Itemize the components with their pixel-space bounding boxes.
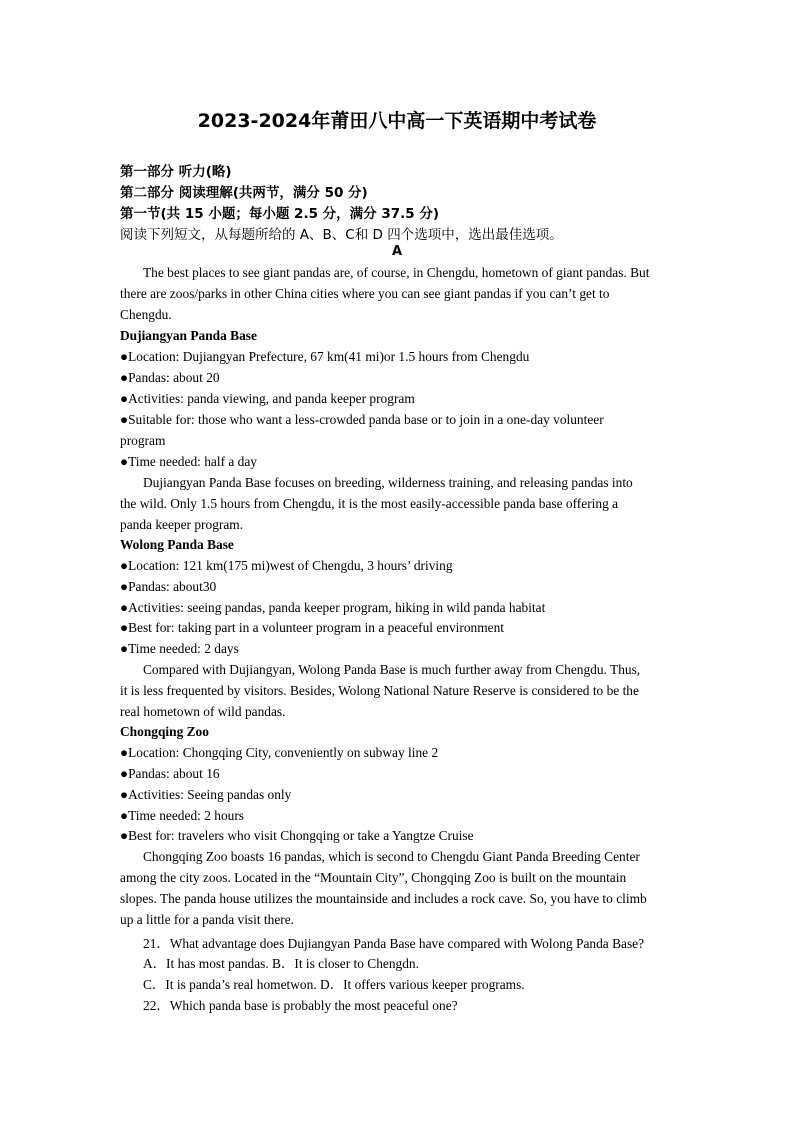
dujiangyan-heading: Dujiangyan Panda Base xyxy=(120,328,257,343)
wolong-para-line: it is less frequented by visitors. Besides, Wolong National Nature Reserve is considered to be the xyxy=(120,683,639,698)
dujiangyan-item: ●Pandas: about 20 xyxy=(120,370,220,385)
chongqing-para-line: slopes. The panda house utilizes the mountainside and includes a rock cave. So, you have to climb xyxy=(120,891,647,906)
dujiangyan-item: ●Location: Dujiangyan Prefecture, 67 km(41 mi)or 1.5 hours from Chengdu xyxy=(120,349,530,364)
wolong-para-line: Compared with Dujiangyan, Wolong Panda Base is much further away from Chengdu. Thus, xyxy=(143,662,641,677)
intro-line: The best places to see giant pandas are, of course, in Chengdu, hometown of giant pandas. But xyxy=(143,265,650,280)
chongqing-item: ●Time needed: 2 hours xyxy=(120,808,245,823)
chongqing-para-line: up a little for a panda visit there. xyxy=(120,912,295,927)
wolong-item: ●Location: 121 km(175 mi)west of Chengdu, 3 hours’ driving xyxy=(120,558,453,573)
chongqing-para-line: among the city zoos. Located in the “Mountain City”, Chongqing Zoo is built on the mountain xyxy=(120,870,627,885)
intro-line: there are zoos/parks in other China cities where you can see giant pandas if you can’t get to xyxy=(120,286,610,301)
wolong-item: ●Activities: seeing pandas, panda keeper program, hiking in wild panda habitat xyxy=(120,600,546,615)
wolong-item: ●Best for: taking part in a volunteer program in a peaceful environment xyxy=(120,620,505,635)
part-one-heading: 第一部分 听力(略) xyxy=(120,164,232,180)
chongqing-heading: Chongqing Zoo xyxy=(120,724,209,739)
wolong-heading: Wolong Panda Base xyxy=(120,537,234,552)
dujiangyan-para-line: the wild. Only 1.5 hours from Chengdu, it is the most easily-accessible panda base offering a xyxy=(120,496,619,511)
part-two-heading: 第二部分 阅读理解(共两节，满分 50 分) xyxy=(120,185,368,201)
chongqing-para-line: Chongqing Zoo boasts 16 pandas, which is second to Chengdu Giant Panda Breeding Center xyxy=(143,849,640,864)
section-one-heading: 第一节(共 15 小题；每小题 2.5 分，满分 37.5 分) xyxy=(120,206,440,222)
chongqing-item: ●Activities: Seeing pandas only xyxy=(120,787,292,802)
dujiangyan-item: program xyxy=(120,433,166,448)
intro-line: Chengdu. xyxy=(120,307,172,322)
wolong-item: ●Time needed: 2 days xyxy=(120,641,239,656)
dujiangyan-item: ●Suitable for: those who want a less-crowded panda base or to join in a one-day volunteer xyxy=(120,412,604,427)
chongqing-item: ●Pandas: about 16 xyxy=(120,766,220,781)
question-21: 21．What advantage does Dujiangyan Panda Base have compared with Wolong Panda Base? xyxy=(143,936,645,951)
chongqing-item: ●Location: Chongqing City, conveniently on subway line 2 xyxy=(120,745,439,760)
dujiangyan-item: ●Time needed: half a day xyxy=(120,454,257,469)
instruction-text: 阅读下列短文，从每题所给的 A、B、C和 D 四个选项中，选出最佳选项。 xyxy=(120,227,563,243)
dujiangyan-item: ●Activities: panda viewing, and panda keeper program xyxy=(120,391,415,406)
dujiangyan-para-line: panda keeper program. xyxy=(120,517,244,532)
passage-label: A xyxy=(391,244,403,259)
question-21-options-ab: A．It has most pandas. B．It is closer to Chengdn. xyxy=(143,956,419,971)
wolong-item: ●Pandas: about30 xyxy=(120,579,217,594)
question-22: 22．Which panda base is probably the most peaceful one? xyxy=(143,998,458,1013)
wolong-para-line: real hometown of wild pandas. xyxy=(120,704,286,719)
exam-title: 2023-2024年莆田八中高一下英语期中考试卷 xyxy=(197,110,597,132)
chongqing-item: ●Best for: travelers who visit Chongqing or take a Yangtze Cruise xyxy=(120,828,474,843)
dujiangyan-para-line: Dujiangyan Panda Base focuses on breeding, wilderness training, and releasing pandas into xyxy=(143,475,633,490)
question-21-options-cd: C．It is panda’s real hometwon. D．It offers various keeper programs. xyxy=(143,977,525,992)
